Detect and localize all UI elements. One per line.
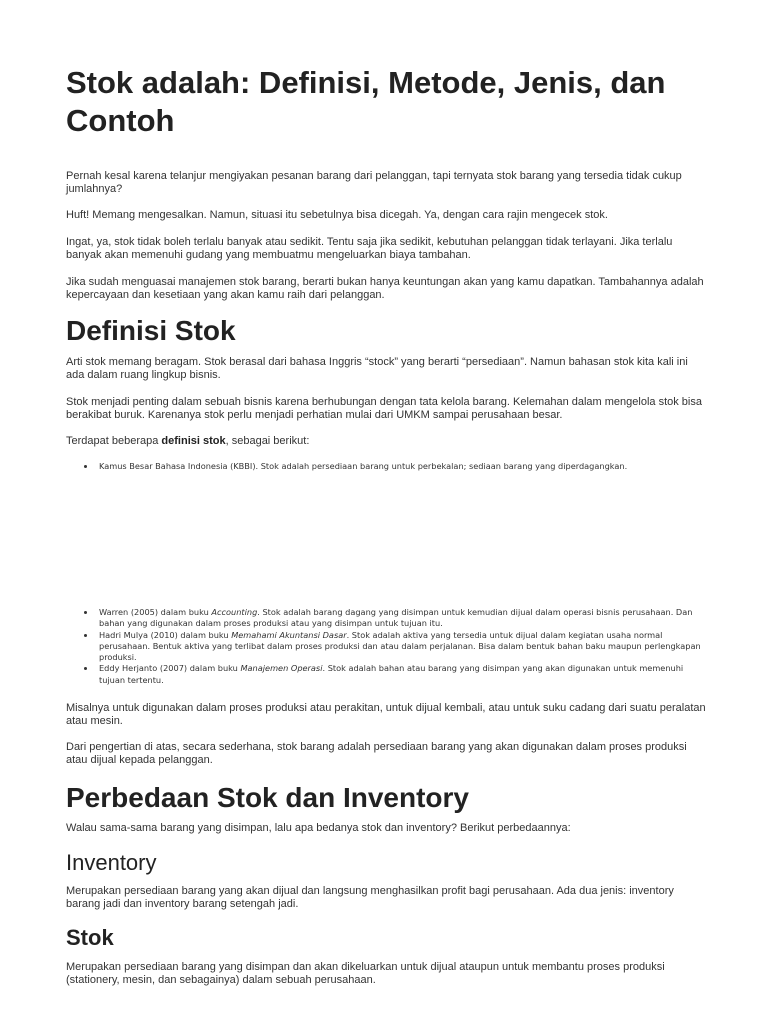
section-heading-perbedaan: Perbedaan Stok dan Inventory [66, 782, 469, 813]
list-item [66, 630, 706, 664]
definisi-list-kbbi [66, 461, 706, 472]
list-item-book: Manajemen Operasi [240, 663, 323, 674]
definisi-intro-suffix: , sebagai berikut: [225, 435, 310, 447]
list-item [66, 663, 706, 686]
definisi-bold-term: definisi stok [161, 435, 226, 447]
definisi-list-authors [66, 607, 706, 686]
subheading-inventory: Inventory [66, 850, 157, 875]
list-item-author: Warren (2005) dalam buku [99, 607, 212, 617]
list-item [66, 607, 706, 630]
list-item-text: . Stok adalah bahan atau barang yang disimpan yang akan digunakan untuk memenuhi tujuan tertentu. [99, 663, 684, 685]
list-item-author: Eddy Herjanto (2007) dalam buku [99, 663, 241, 674]
list-item-author: Hadri Mulya (2010) dalam buku [99, 629, 232, 640]
subheading-stok: Stok [66, 925, 114, 950]
list-item-book: Memahami Akuntansi Dasar [231, 629, 347, 640]
intro-paragraph-4: Jika sudah menguasai manajemen stok barang, berarti bukan hanya keuntungan akan yang kamu dapatkan. Tambahannya adalah kepercayaan dan kesetiaan yang akan kamu raih dari pelanggan. [66, 276, 704, 301]
list-item: Kamus Besar Bahasa Indonesia (KBBI). Stok adalah persediaan barang untuk perbekalan; sediaan barang yang diperdagangkan. [66, 461, 706, 472]
definisi-paragraph-2: Stok menjadi penting dalam sebuah bisnis karena berhubungan dengan tata kelola barang. Kelemahan dalam mengelola stok bisa berakibat buruk. Karenanya stok perlu menjadi perhatian mulai dari UMKM sampai perusahaan besar. [66, 396, 702, 421]
list-item-text: . Stok adalah aktiva yang tersedia untuk dijual dalam kegiatan usaha normal perusahaan. Bentuk aktiva yang terlibat dalam proses produksi dan atau dalam perjalanan. Bisa dalam bentuk bahan baku maupun perlengkapan produksi. [99, 629, 701, 663]
intro-paragraph-3: Ingat, ya, stok tidak boleh terlalu banyak atau sedikit. Tentu saja jika sedikit, kebutuhan pelanggan tidak terlayani. Jika terlalu banyak akan memenuhi gudang yang membuatmu mengeluarkan biaya tambahan. [66, 236, 673, 261]
definisi-paragraph-4: Misalnya untuk digunakan dalam proses produksi atau perakitan, untuk dijual kembali, atau untuk suku cadang dari suatu peralatan atau mesin. [66, 702, 706, 727]
definisi-paragraph-1: Arti stok memang beragam. Stok berasal dari bahasa Inggris “stock” yang berarti “persediaan”. Namun bahasan stok kita kali ini ada dalam ruang lingkup bisnis. [66, 356, 688, 381]
list-item-text: . Stok adalah barang dagang yang disimpan untuk kemudian dijual dalam operasi bisnis perusahaan. Dan bahan yang digunakan dalam proses produksi atau yang disimpan untuk tujuan itu. [99, 607, 693, 629]
inventory-paragraph: Merupakan persediaan barang yang akan dijual dan langsung menghasilkan profit bagi perusahaan. Ada dua jenis: inventory barang jadi dan inventory barang setengah jadi. [66, 885, 674, 910]
intro-paragraph-2: Huft! Memang mengesalkan. Namun, situasi itu sebetulnya bisa dicegah. Ya, dengan cara rajin mengecek stok. [66, 209, 608, 221]
definisi-intro-text: Terdapat beberapa [66, 435, 162, 447]
definisi-paragraph-3 [66, 435, 706, 448]
page-title: Stok adalah: Definisi, Metode, Jenis, dan Contoh [66, 65, 666, 138]
perbedaan-paragraph-1: Walau sama-sama barang yang disimpan, lalu apa bedanya stok dan inventory? Berikut perbedaannya: [66, 822, 571, 834]
stok-paragraph: Merupakan persediaan barang yang disimpan dan akan dikeluarkan untuk dijual ataupun untuk membantu proses produksi (stationery, mesin, dan sebagainya) dalam sebuah perusahaan. [66, 961, 665, 986]
section-heading-definisi: Definisi Stok [66, 315, 236, 346]
list-item-book: Accounting [211, 607, 258, 617]
intro-paragraph-1: Pernah kesal karena telanjur mengiyakan pesanan barang dari pelanggan, tapi ternyata stok barang yang tersedia tidak cukup jumlahnya? [66, 170, 682, 195]
definisi-paragraph-5: Dari pengertian di atas, secara sederhana, stok barang adalah persediaan barang yang akan digunakan dalam proses produksi atau dijual kepada pelanggan. [66, 741, 687, 766]
